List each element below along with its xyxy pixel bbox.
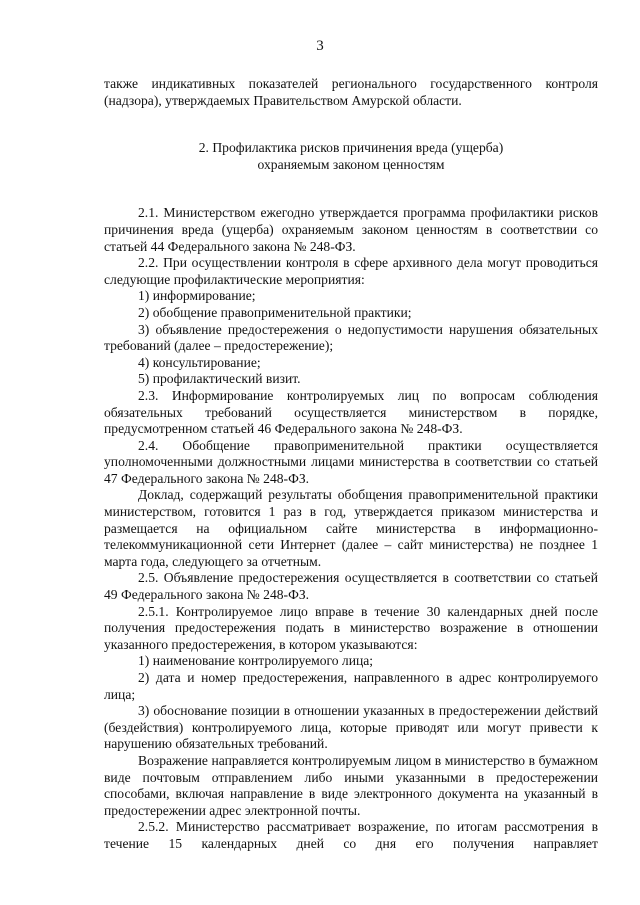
- list-item-3: 3) объявление предостережения о недопустимости нарушения обязательных требований (далее – предостережение);: [104, 321, 598, 354]
- paragraph-2-4: 2.4. Обобщение правоприменительной практики осуществляется уполномоченными должностными лицами министерства в соответствии со статьей 47 Федерального закона № 248-ФЗ.: [104, 437, 598, 486]
- objection-item-3: 3) обоснование позиции в отношении указанных в предостережении действий (бездействия) контролируемого лица, которые приводят или могут привести к нарушению обязательных требований.: [104, 703, 598, 752]
- page-number: 3: [316, 38, 324, 54]
- intro-paragraph: также индикативных показателей регионального государственного контроля (надзора), утверждаемых Правительством Амурской области.: [104, 76, 598, 108]
- document-body: [104, 76, 598, 853]
- paragraph-report: Доклад, содержащий результаты обобщения правоприменительной практики министерством, готовится 1 раз в год, утверждается приказом министерства и размещается на официальном сайте министерства в информационно-телекоммуникационной сети Интернет (далее – сайт министерства) не позднее 1 марта года, следующего за отчетным.: [104, 487, 598, 569]
- paragraph-2-1: 2.1. Министерством ежегодно утверждается программа профилактики рисков причинения вреда (ущерба) охраняемым законом ценностям в соответствии со статьей 44 Федерального закона № 248-ФЗ.: [104, 205, 598, 254]
- objection-item-2: 2) дата и номер предостережения, направленного в адрес контролируемого лица;: [104, 670, 598, 702]
- paragraph-objection-delivery: Возражение направляется контролируемым лицом в министерство в бумажном виде почтовым отправлением либо иными указанными в предостережении способами, включая направление в виде электронного документа на указанный в предостережении адрес электронной почты.: [104, 752, 598, 818]
- list-item-5: 5) профилактический визит.: [138, 371, 301, 387]
- paragraph-2-5-1: 2.5.1. Контролируемое лицо вправе в течение 30 календарных дней после получения предостережения подать в министерство возражение в отношении указанного предостережения, в котором указываются:: [104, 603, 598, 652]
- section-heading: [104, 140, 598, 173]
- paragraph-2-5-2: 2.5.2. Министерство рассматривает возражение, по итогам рассмотрения в течение 15 календарных дней со дня его получения направляет: [104, 819, 598, 851]
- list-item-4: 4) консультирование;: [138, 354, 261, 370]
- objection-item-1: 1) наименование контролируемого лица;: [138, 653, 374, 669]
- paragraph-2-2: 2.2. При осуществлении контроля в сфере архивного дела могут проводиться следующие профилактические мероприятия:: [104, 255, 598, 287]
- section-heading-line-2: охраняемым законом ценностям: [257, 156, 445, 172]
- paragraph-2-3: 2.3. Информирование контролируемых лиц по вопросам соблюдения обязательных требований осуществляется министерством в порядке, предусмотренном статьей 46 Федерального закона № 248-ФЗ.: [104, 387, 598, 437]
- section-heading-line-1: 2. Профилактика рисков причинения вреда (ущерба): [198, 140, 504, 156]
- paragraph-2-5: 2.5. Объявление предостережения осуществляется в соответствии со статьей 49 Федерального закона № 248-ФЗ.: [104, 570, 598, 603]
- list-item-1: 1) информирование;: [138, 288, 256, 304]
- list-item-2: 2) обобщение правоприменительной практики;: [138, 304, 412, 320]
